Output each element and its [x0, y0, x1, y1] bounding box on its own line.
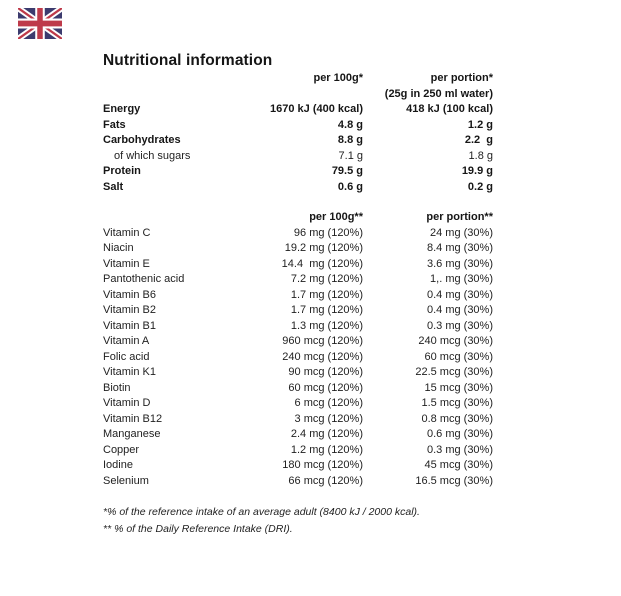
page-title: Nutritional information — [103, 52, 273, 69]
nutrient-row — [103, 164, 493, 180]
per-portion-value: 15 mcg (30%) — [424, 381, 493, 394]
nutrient-row — [103, 396, 493, 412]
nutrient-label: Vitamin K1 — [103, 366, 156, 378]
per-portion-value: 19.9 g — [461, 165, 493, 177]
nutrient-label: Vitamin B12 — [103, 412, 163, 425]
per-100g-value: 2.4 mg (120%) — [290, 428, 363, 440]
per-portion-value: 0.3 mg (30%) — [426, 319, 493, 332]
nutrient-row — [103, 241, 493, 257]
per-100g-value: 14.4 mg (120%) — [281, 257, 363, 270]
nutrient-row — [103, 443, 493, 459]
nutrient-row — [103, 118, 493, 134]
nutrient-row — [103, 180, 493, 196]
per-portion-value: 0.3 mg (30%) — [426, 443, 493, 456]
macro-header-row — [103, 71, 493, 87]
nutrient-row — [103, 102, 493, 118]
per-portion-value: 418 kJ (100 kcal) — [406, 103, 493, 115]
nutrient-row — [103, 334, 493, 350]
per-100g-value: 8.8 g — [337, 134, 363, 146]
per-100g-value: 60 mcg (120%) — [288, 381, 363, 394]
nutrient-row — [103, 381, 493, 397]
per-portion-value: 0.8 mcg (30%) — [421, 412, 493, 425]
nutrient-label: Carbohydrates — [103, 134, 181, 146]
per-100g-value: 3 mcg (120%) — [294, 412, 363, 425]
per-portion-value: 2.2 g — [464, 134, 493, 146]
nutrient-label: Copper — [103, 443, 140, 456]
macro-nutrients-table — [103, 71, 493, 195]
per-portion-value: 45 mcg (30%) — [424, 459, 493, 471]
macro-subheader-spacer — [253, 87, 363, 103]
nutrient-row — [103, 474, 493, 490]
macro-header-spacer — [103, 71, 253, 87]
per-100g-value: 79.5 g — [331, 165, 363, 177]
per-100g-value: 960 mcg (120%) — [282, 335, 363, 347]
nutrient-label: Vitamin E — [103, 257, 150, 270]
per-portion-value: 1,. mg (30%) — [430, 273, 493, 285]
per-100g-value: 1.7 mg (120%) — [290, 304, 363, 316]
nutrient-label: Manganese — [103, 428, 161, 440]
nutrient-label: Vitamin D — [103, 397, 151, 409]
nutrient-row — [103, 257, 493, 273]
nutrient-label: Vitamin B1 — [103, 319, 156, 332]
per-portion-value: 1.8 g — [468, 149, 493, 162]
micro-table-body — [103, 226, 493, 490]
per-100g-value: 7.1 g — [338, 149, 363, 162]
micro-per100g-header: per 100g** — [309, 211, 363, 223]
nutrient-row — [103, 288, 493, 304]
per-portion-value: 60 mcg (30%) — [424, 350, 493, 363]
nutrition-content — [103, 52, 493, 538]
per-100g-value: 4.8 g — [337, 118, 363, 131]
nutrient-label: Pantothenic acid — [103, 273, 185, 285]
nutrient-label: Niacin — [103, 242, 134, 254]
nutrient-row — [103, 319, 493, 335]
nutrient-row — [103, 303, 493, 319]
micro-nutrients-table — [103, 210, 493, 489]
nutrient-label: Biotin — [103, 381, 131, 394]
micro-header-row — [103, 210, 493, 226]
per-portion-value: 0.4 mg (30%) — [426, 288, 493, 301]
per-100g-value: 6 mcg (120%) — [294, 397, 363, 409]
per-100g-value: 1.2 mg (120%) — [290, 443, 363, 456]
macro-subheader-spacer — [103, 87, 253, 103]
nutrient-label: Iodine — [103, 459, 133, 471]
nutrient-label: Protein — [103, 165, 141, 177]
nutrient-label: Vitamin C — [103, 226, 151, 239]
per-portion-value: 24 mg (30%) — [430, 226, 493, 239]
nutrient-row — [103, 427, 493, 443]
nutrient-label: Fats — [103, 118, 126, 131]
nutrient-label: Salt — [103, 180, 124, 193]
footnotes — [103, 504, 493, 538]
per-portion-value: 0.4 mg (30%) — [426, 304, 493, 316]
per-portion-value: 1.2 g — [467, 118, 493, 131]
macro-per100g-header: per 100g* — [313, 72, 363, 84]
nutrient-label: of which sugars — [114, 149, 191, 162]
per-100g-value: 90 mcg (120%) — [288, 366, 363, 378]
nutrient-label: Vitamin A — [103, 335, 150, 347]
per-100g-value: 7.2 mg (120%) — [290, 273, 363, 285]
micro-per-portion-header: per portion** — [426, 211, 493, 223]
per-100g-value: 66 mcg (120%) — [288, 474, 363, 487]
macro-portion-subheader: (25g in 250 ml water) — [384, 87, 493, 100]
nutrient-row — [103, 412, 493, 428]
macro-table-body — [103, 102, 493, 195]
nutrient-row — [103, 365, 493, 381]
macro-subheader-row — [103, 87, 493, 103]
per-100g-value: 1.7 mg (120%) — [290, 288, 363, 301]
per-100g-value: 96 mg (120%) — [293, 226, 363, 239]
micro-header-spacer — [103, 210, 253, 226]
per-100g-value: 240 mcg (120%) — [282, 350, 363, 363]
nutrient-row — [103, 272, 493, 288]
per-portion-value: 1.5 mcg (30%) — [421, 397, 493, 409]
nutrient-row — [103, 350, 493, 366]
nutrient-label: Folic acid — [103, 350, 150, 363]
per-portion-value: 0.2 g — [467, 180, 493, 193]
footnote-dri: ** % of the Daily Reference Intake (DRI). — [103, 523, 293, 535]
per-100g-value: 1670 kJ (400 kcal) — [270, 103, 363, 115]
uk-flag-icon — [18, 8, 62, 39]
nutrient-row — [103, 133, 493, 149]
nutrient-label: Selenium — [103, 474, 149, 487]
per-portion-value: 8.4 mg (30%) — [426, 242, 493, 254]
nutrient-label: Energy — [103, 103, 141, 115]
per-portion-value: 22.5 mcg (30%) — [415, 366, 493, 378]
per-portion-value: 3.6 mg (30%) — [426, 257, 493, 270]
footnote-reference-intake: *% of the reference intake of an average adult (8400 kJ / 2000 kcal). — [103, 506, 420, 518]
nutrient-label: Vitamin B6 — [103, 288, 156, 301]
per-100g-value: 19.2 mg (120%) — [284, 242, 363, 254]
nutrient-row — [103, 458, 493, 474]
macro-per-portion-header: per portion* — [430, 72, 493, 84]
per-100g-value: 1.3 mg (120%) — [290, 319, 363, 332]
nutrient-label: Vitamin B2 — [103, 304, 156, 316]
nutrient-row — [103, 149, 493, 165]
per-portion-value: 240 mcg (30%) — [418, 335, 493, 347]
nutrient-row — [103, 226, 493, 242]
per-portion-value: 16.5 mcg (30%) — [415, 474, 493, 487]
per-100g-value: 180 mcg (120%) — [282, 459, 363, 471]
per-100g-value: 0.6 g — [337, 180, 363, 193]
per-portion-value: 0.6 mg (30%) — [426, 428, 493, 440]
